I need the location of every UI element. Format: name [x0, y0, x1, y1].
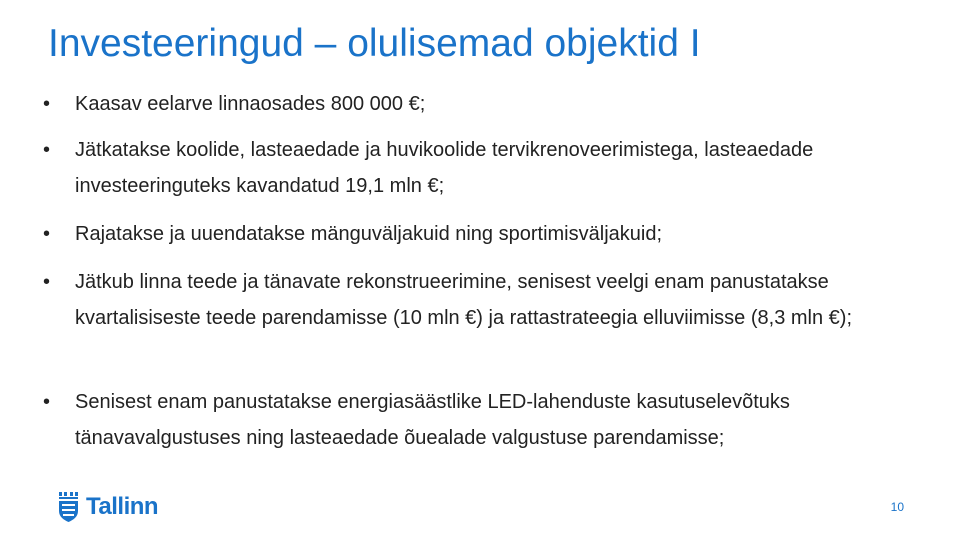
tallinn-logo [58, 490, 158, 524]
bullet-text: Jätkub linna teede ja tänavate rekonstrueerimine, senisest veelgi enam panustatakse kvartalisiseste teede parendamisse (10 mln €) ja rattastrateegia elluviimisse (8,3 mln €); [75, 271, 853, 329]
bullet-marker: • [43, 139, 51, 161]
bullet-marker: • [43, 93, 51, 115]
page-number: 10 [890, 500, 904, 514]
bullet-item [0, 384, 960, 456]
bullet-item [0, 86, 960, 122]
tallinn-crest-icon [58, 491, 80, 523]
bullet-item [0, 132, 960, 204]
slide-title: Investeeringud – olulisemad objektid I [48, 22, 701, 65]
bullet-text: Rajatakse ja uuendatakse mänguväljakuid ning sportimisväljakuid; [75, 223, 663, 245]
bullet-text: Jätkatakse koolide, lasteaedade ja huvikoolide tervikrenoveerimistega, lasteaedade investeeringuteks kavandatud 19,1 mln €; [75, 139, 814, 197]
logo-text: Tallinn [86, 493, 159, 520]
bullet-text: Kaasav eelarve linnaosades 800 000 €; [75, 93, 426, 115]
bullet-item [0, 216, 960, 252]
bullet-marker: • [43, 223, 51, 245]
bullet-text: Senisest enam panustatakse energiasäästlike LED-lahenduste kasutuselevõtuks tänavavalgustuses ning lasteaedade õuealade valgustuse parendamisse; [75, 391, 790, 449]
bullet-item [0, 264, 960, 336]
bullet-marker: • [43, 271, 51, 293]
bullet-marker: • [43, 391, 51, 413]
